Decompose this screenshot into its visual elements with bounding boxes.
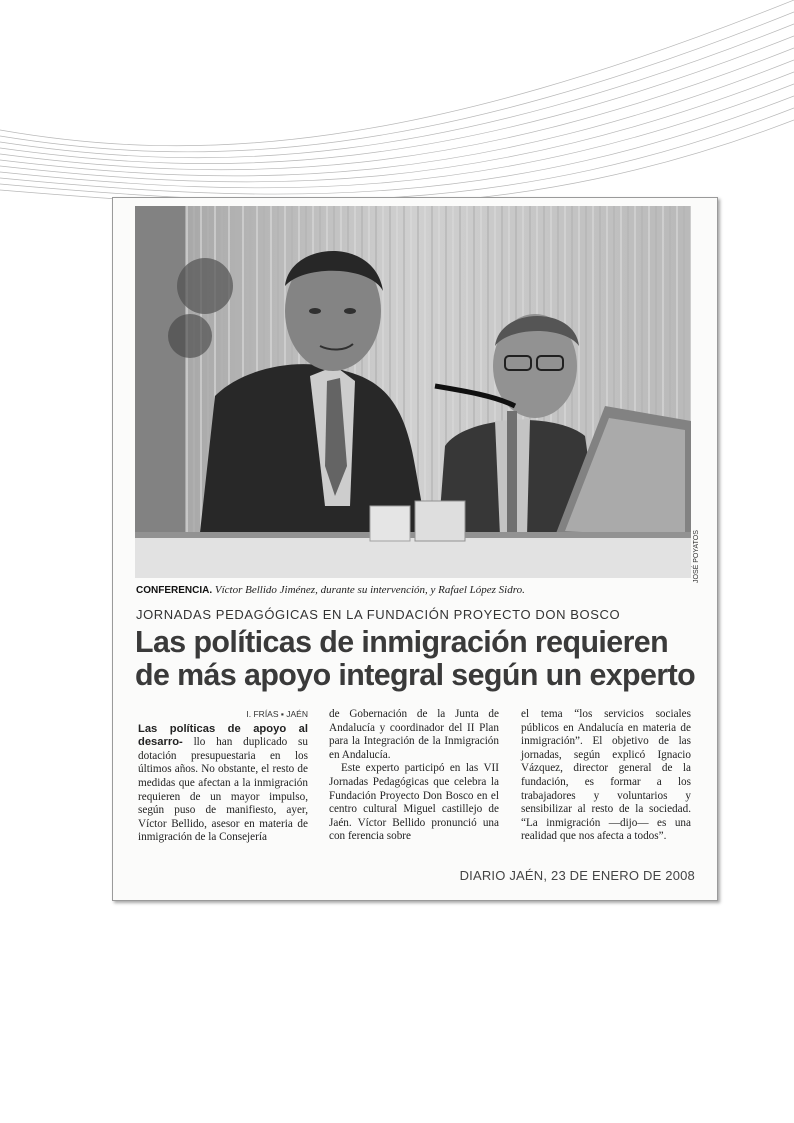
kicker: JORNADAS PEDAGÓGICAS EN LA FUNDACIÓN PROYECTO DON BOSCO	[136, 607, 621, 622]
byline: I. FRÍAS ▪ JAÉN	[246, 709, 308, 719]
caption-text: Víctor Bellido Jiménez, durante su intervención, y Rafael López Sidro.	[214, 584, 525, 596]
newspaper-clipping	[112, 197, 718, 901]
column-2-paragraph-2: Este experto participó en las VII Jornadas Pedagógicas que celebra la Fundación Proyecto Don Bosco en el centro cultural Miguel castillejo de Jaén. Víctor Bellido pronunció una con ferencia sobre	[329, 762, 499, 843]
source-footer: DIARIO JAÉN, 23 DE ENERO DE 2008	[459, 868, 695, 883]
column-3-body: el tema “los servicios sociales públicos en Andalucía en materia de inmigración”. El objetivo de las jornadas, según explicó Ignacio Vázquez, director general de la fundación, es formar a los trabajadores y voluntarios y sensibilizar al resto de la sociedad. “La inmigración —dijo— es una realidad que nos afecta a todos”.	[521, 708, 691, 843]
decorative-wave-lines	[0, 0, 794, 230]
column-1-body: llo han duplicado su dotación presupuestaria en los últimos años. No obstante, el resto de medidas que afectan a la inmigración requieren de un mayor impulso, según puso de manifiesto, ayer, Víctor Bellido, asesor en materia de inmigración de la Consejería	[138, 736, 308, 844]
lead-text: Las políticas de apoyo al desarro-	[138, 722, 308, 749]
conference-photo	[135, 206, 691, 578]
column-2-paragraph-1: de Gobernación de la Junta de Andalucía y coordinador del II Plan para la Integración de la Inmigración en Andalucía.	[329, 708, 499, 761]
headline-line-2: de más apoyo integral según un experto	[135, 657, 696, 692]
article-column-1	[138, 708, 308, 845]
caption-tag: CONFERENCIA.	[136, 585, 213, 596]
photo-credit: JOSÉ POYATOS	[693, 530, 700, 583]
article-column-2	[329, 708, 499, 844]
article-column-3	[521, 708, 691, 844]
photo-caption	[136, 584, 696, 596]
headline	[135, 625, 694, 691]
headline-line-1: Las políticas de inmigración requieren	[135, 624, 669, 659]
